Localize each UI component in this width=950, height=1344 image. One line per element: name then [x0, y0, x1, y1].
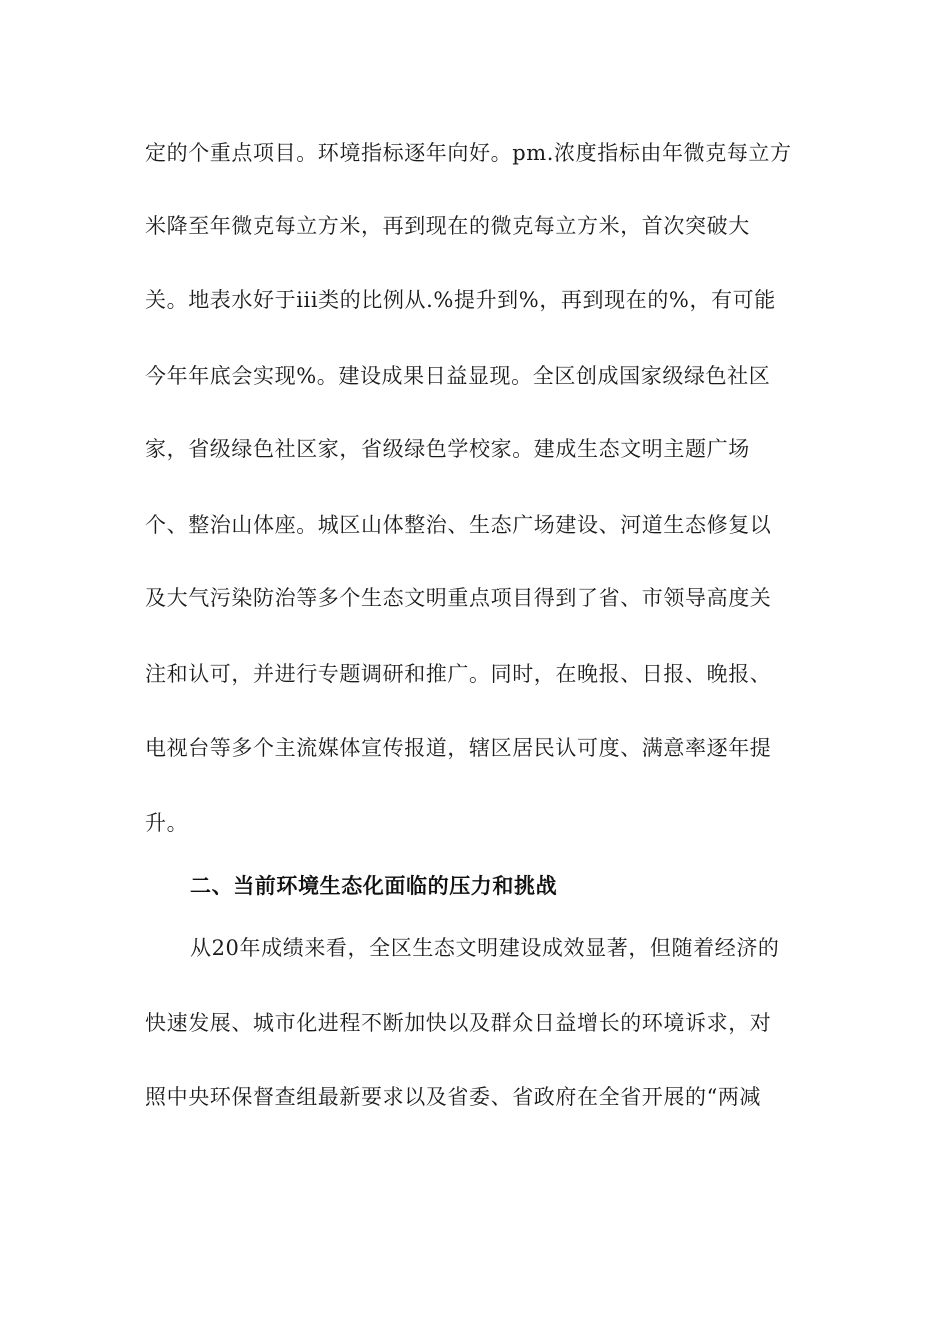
body-text-line: 电视台等多个主流媒体宣传报道，辖区居民认可度、满意率逐年提: [145, 736, 772, 760]
body-text-line: 今年年底会实现%。建设成果日益显现。全区创成国家级绿色社区: [145, 364, 771, 388]
body-text-line: 个、整治山体座。城区山体整治、生态广场建设、河道生态修复以: [145, 513, 772, 537]
section-heading: 二、当前环境生态化面临的压力和挑战: [190, 874, 558, 898]
body-text-line: 注和认可，并进行专题调研和推广。同时，在晚报、日报、晚报、: [145, 662, 772, 686]
body-text-line: 家，省级绿色社区家，省级绿色学校家。建成生态文明主题广场: [145, 437, 750, 461]
body-text-line: 及大气污染防治等多个生态文明重点项目得到了省、市领导高度关: [145, 586, 772, 610]
body-text-line: 从20年成绩来看，全区生态文明建设成效显著，但随着经济的: [190, 936, 780, 960]
body-text-line: 快速发展、城市化进程不断加快以及群众日益增长的环境诉求，对: [145, 1011, 772, 1035]
body-text-line: 照中央环保督查组最新要求以及省委、省政府在全省开展的“两减: [145, 1085, 762, 1109]
body-text-line: 升。: [145, 811, 189, 835]
body-text-line: 米降至年微克每立方米，再到现在的微克每立方米，首次突破大: [145, 214, 750, 238]
body-text-line: 定的个重点项目。环境指标逐年向好。pm.浓度指标由年微克每立方: [145, 141, 792, 165]
body-text-line: 关。地表水好于iii类的比例从.%提升到%，再到现在的%，有可能: [145, 288, 776, 312]
